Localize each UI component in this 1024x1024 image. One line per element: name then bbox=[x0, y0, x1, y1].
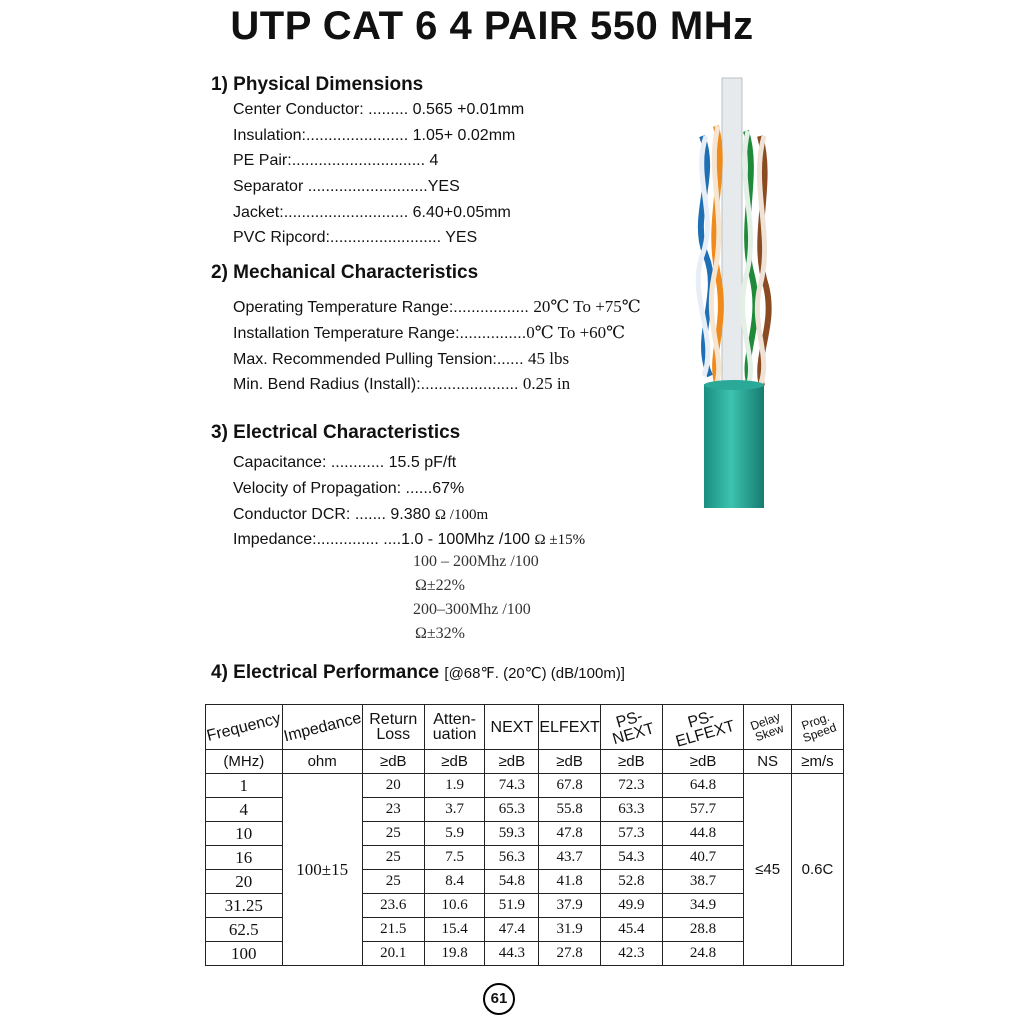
impedance-range: 200–300Mhz /100 bbox=[413, 601, 531, 618]
header-ps-elfext: PS- ELFEXT bbox=[662, 705, 743, 750]
electrical-heading: 3) Electrical Characteristics bbox=[211, 422, 461, 443]
table-cell: 21.5 bbox=[362, 918, 424, 942]
table-cell: 100 bbox=[206, 942, 283, 966]
table-cell: 44.8 bbox=[662, 822, 743, 846]
physical-heading: 1) Physical Dimensions bbox=[211, 74, 424, 95]
table-cell: 44.3 bbox=[485, 942, 539, 966]
table-cell: 10.6 bbox=[424, 894, 485, 918]
table-cell: 20 bbox=[362, 774, 424, 798]
table-cell: 55.8 bbox=[539, 798, 600, 822]
table-cell: 38.7 bbox=[662, 870, 743, 894]
header-prog-speed: Prog. Speed bbox=[791, 705, 843, 750]
table-cell: 20 bbox=[206, 870, 283, 894]
table-cell: 16 bbox=[206, 846, 283, 870]
table-cell: 74.3 bbox=[485, 774, 539, 798]
spec-line: Impedance:.............. ....1.0 - 100Mhz /100 Ω ±15% bbox=[233, 531, 586, 548]
spec-line: PVC Ripcord:......................... YES bbox=[233, 229, 478, 246]
table-cell: 45.4 bbox=[600, 918, 662, 942]
table-cell: 8.4 bbox=[424, 870, 485, 894]
unit-cell: (MHz) bbox=[206, 750, 283, 774]
spec-line: Insulation:....................... 1.05+ 0.02mm bbox=[233, 127, 516, 144]
page-title: UTP CAT 6 4 PAIR 550 MHz bbox=[230, 4, 754, 48]
table-cell: 3.7 bbox=[424, 798, 485, 822]
table-cell: 25 bbox=[362, 846, 424, 870]
header-return-loss: Return Loss bbox=[362, 705, 424, 750]
table-cell: 57.3 bbox=[600, 822, 662, 846]
table-cell: 40.7 bbox=[662, 846, 743, 870]
spec-line: Capacitance: ............ 15.5 pF/ft bbox=[233, 454, 457, 471]
unit-cell: ≥dB bbox=[662, 750, 743, 774]
table-cell: 25 bbox=[362, 822, 424, 846]
unit-cell: ≥m/s bbox=[791, 750, 843, 774]
header-frequency: Frequency bbox=[206, 705, 283, 750]
mechanical-heading: 2) Mechanical Characteristics bbox=[211, 262, 479, 283]
table-cell: 1 bbox=[206, 774, 283, 798]
unit-cell: ≥dB bbox=[600, 750, 662, 774]
table-cell: 52.8 bbox=[600, 870, 662, 894]
table-cell: 25 bbox=[362, 870, 424, 894]
table-row bbox=[206, 774, 844, 798]
table-cell: 43.7 bbox=[539, 846, 600, 870]
header-ps-next: PS-NEXT bbox=[600, 705, 662, 750]
table-cell: 47.4 bbox=[485, 918, 539, 942]
unit-cell: NS bbox=[744, 750, 792, 774]
table-cell: 4 bbox=[206, 798, 283, 822]
table-cell: 34.9 bbox=[662, 894, 743, 918]
table-cell: 19.8 bbox=[424, 942, 485, 966]
prog-speed-cell: 0.6C bbox=[791, 774, 843, 966]
table-cell: 31.25 bbox=[206, 894, 283, 918]
table-cell: 56.3 bbox=[485, 846, 539, 870]
table-cell: 28.8 bbox=[662, 918, 743, 942]
spec-line: PE Pair:.............................. 4 bbox=[233, 152, 439, 169]
table-cell: 7.5 bbox=[424, 846, 485, 870]
spec-line: Jacket:............................ 6.40+0.05mm bbox=[233, 204, 511, 221]
header-elfext: ELFEXT bbox=[539, 705, 600, 750]
table-cell: 41.8 bbox=[539, 870, 600, 894]
table-cell: 23 bbox=[362, 798, 424, 822]
table-cell: 37.9 bbox=[539, 894, 600, 918]
page-number: 61 bbox=[483, 983, 515, 1015]
performance-heading: 4) Electrical Performance [@68℉. (20℃) (dB/100m)] bbox=[211, 662, 625, 683]
header-attenuation: Atten- uation bbox=[424, 705, 485, 750]
table-cell: 54.8 bbox=[485, 870, 539, 894]
table-cell: 23.6 bbox=[362, 894, 424, 918]
spec-line: Operating Temperature Range:................. 20℃ To +75℃ bbox=[233, 297, 641, 316]
spec-line: Installation Temperature Range:...............0℃ To +60℃ bbox=[233, 323, 626, 342]
table-cell: 63.3 bbox=[600, 798, 662, 822]
table-cell: 24.8 bbox=[662, 942, 743, 966]
unit-cell: ohm bbox=[282, 750, 362, 774]
spec-line: Max. Recommended Pulling Tension:...... 45 lbs bbox=[233, 349, 570, 368]
header-next: NEXT bbox=[485, 705, 539, 750]
table-cell: 47.8 bbox=[539, 822, 600, 846]
impedance-cell: 100±15 bbox=[282, 774, 362, 966]
table-cell: 20.1 bbox=[362, 942, 424, 966]
unit-cell: ≥dB bbox=[485, 750, 539, 774]
table-cell: 64.8 bbox=[662, 774, 743, 798]
spec-line: Min. Bend Radius (Install):...................... 0.25 in bbox=[233, 374, 571, 393]
table-cell: 51.9 bbox=[485, 894, 539, 918]
table-cell: 65.3 bbox=[485, 798, 539, 822]
spec-line: Velocity of Propagation: ......67% bbox=[233, 480, 465, 497]
performance-table bbox=[205, 704, 844, 966]
table-cell: 10 bbox=[206, 822, 283, 846]
table-cell: 62.5 bbox=[206, 918, 283, 942]
table-cell: 15.4 bbox=[424, 918, 485, 942]
delay-skew-cell: ≤45 bbox=[744, 774, 792, 966]
table-cell: 72.3 bbox=[600, 774, 662, 798]
table-cell: 1.9 bbox=[424, 774, 485, 798]
table-cell: 59.3 bbox=[485, 822, 539, 846]
header-delay-skew: Delay Skew bbox=[744, 705, 792, 750]
table-cell: 27.8 bbox=[539, 942, 600, 966]
spec-line: Separator ...........................YES bbox=[233, 178, 460, 195]
unit-cell: ≥dB bbox=[362, 750, 424, 774]
cable-image bbox=[688, 76, 776, 508]
unit-cell: ≥dB bbox=[424, 750, 485, 774]
table-cell: 5.9 bbox=[424, 822, 485, 846]
table-cell: 54.3 bbox=[600, 846, 662, 870]
table-cell: 49.9 bbox=[600, 894, 662, 918]
header-impedance: Impedance bbox=[282, 705, 362, 750]
spec-line: Center Conductor: ......... 0.565 +0.01mm bbox=[233, 101, 525, 118]
table-cell: 42.3 bbox=[600, 942, 662, 966]
table-cell: 31.9 bbox=[539, 918, 600, 942]
table-cell: 57.7 bbox=[662, 798, 743, 822]
unit-cell: ≥dB bbox=[539, 750, 600, 774]
spec-line: Conductor DCR: ....... 9.380 Ω /100m bbox=[233, 506, 489, 523]
table-cell: 67.8 bbox=[539, 774, 600, 798]
impedance-tolerance: Ω±22% bbox=[415, 577, 465, 594]
impedance-tolerance: Ω±32% bbox=[415, 625, 465, 642]
impedance-range: 100 – 200Mhz /100 bbox=[413, 553, 539, 570]
